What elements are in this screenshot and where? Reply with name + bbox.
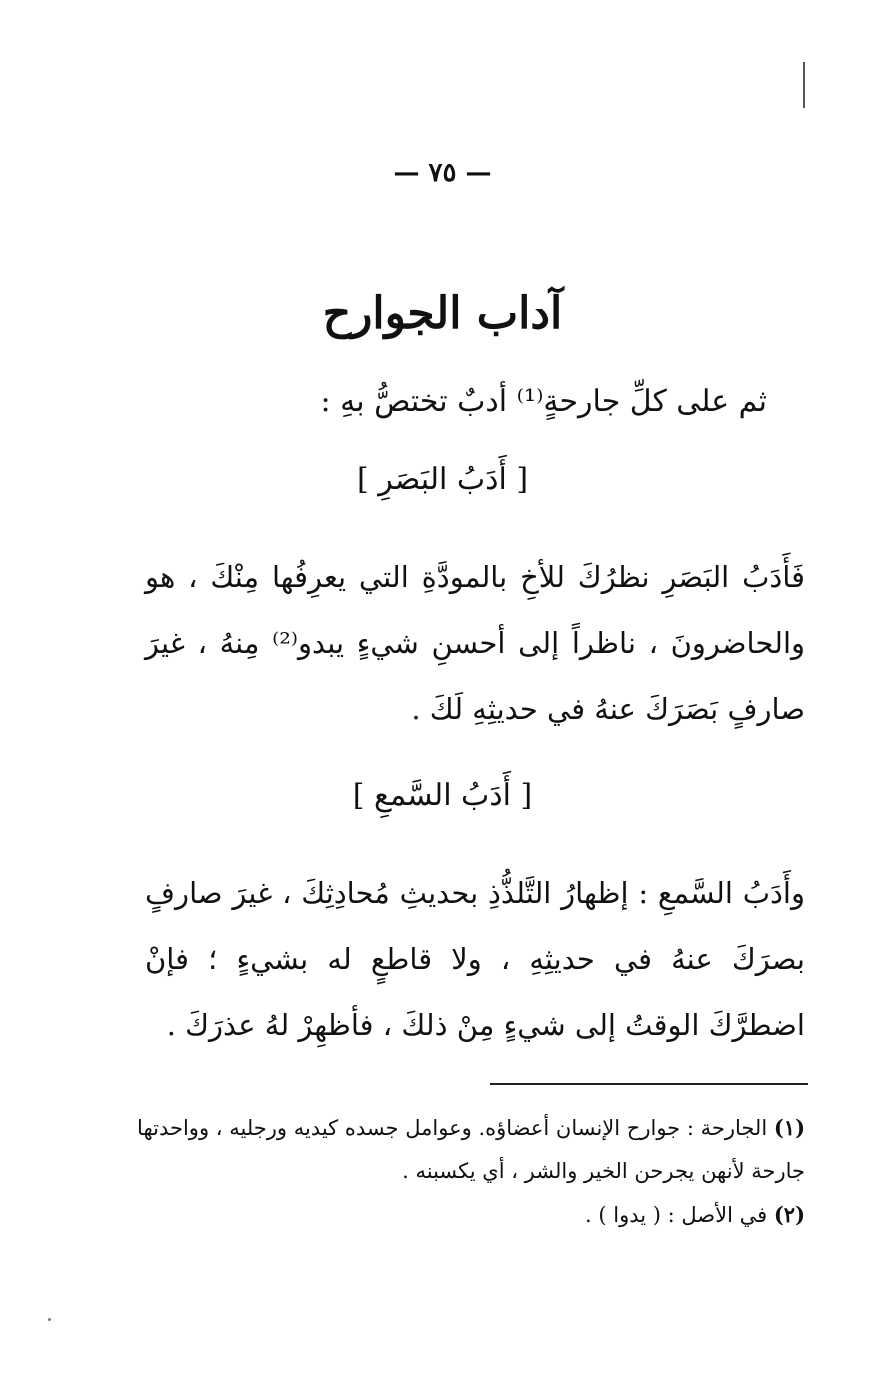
footnote-1	[105, 1106, 805, 1193]
footnote-text: الجارحة : جوارح الإنسان أعضاؤه. وعوامل جسده كيديه ورجليه ، وواحدتها جارحة لأنهن يجرحن الخير والشر ، أي يكسبنه .	[137, 1116, 805, 1183]
footnote-number: (١)	[773, 1115, 805, 1140]
page-title: آداب الجوارح	[322, 288, 563, 339]
section-text-sight: فَأَدَبُ البَصَرِ نظرُكَ للأخِ بالمودَّةِ التي يعرِفُها مِنْكَ ، هو والحاضرونَ ، ناظراً إلى أحسنِ شيءٍ يبدو⁽²⁾ مِنهُ ، غيرَ صارفٍ بَصَرَكَ عنهُ في حديثِهِ لَكَ .	[145, 560, 806, 726]
intro-line: ثم على كلِّ جارحةٍ⁽¹⁾ أدبٌ تختصُّ بهِ :	[320, 384, 767, 419]
page-number: — ٧٥ —	[393, 158, 492, 188]
footnote-divider	[490, 1083, 808, 1085]
section-heading-hearing: [ أَدَبُ السَّمعِ ]	[352, 778, 533, 813]
footnote-number: (٢)	[773, 1202, 805, 1227]
scan-speck	[48, 1318, 51, 1321]
footnotes	[105, 1106, 805, 1237]
section-text-hearing: وأَدَبُ السَّمعِ : إظهارُ التَّلذُّذِ بحديثِ مُحادِثِكَ ، غيرَ صارفٍ بصرَكَ عنهُ في حديثِهِ ، ولا قاطعٍ له بشيءٍ ؛ فإنْ اضطرَّكَ الوقتُ إلى شيءٍ مِنْ ذلكَ ، فأظهِرْ لهُ عذرَكَ .	[145, 876, 805, 1042]
page-edge-line	[803, 62, 805, 108]
section-heading-sight: [ أَدَبُ البَصَرِ ]	[356, 462, 529, 497]
footnote-2	[105, 1193, 805, 1237]
footnote-text: في الأصل : ( يدوا ) .	[585, 1203, 768, 1227]
